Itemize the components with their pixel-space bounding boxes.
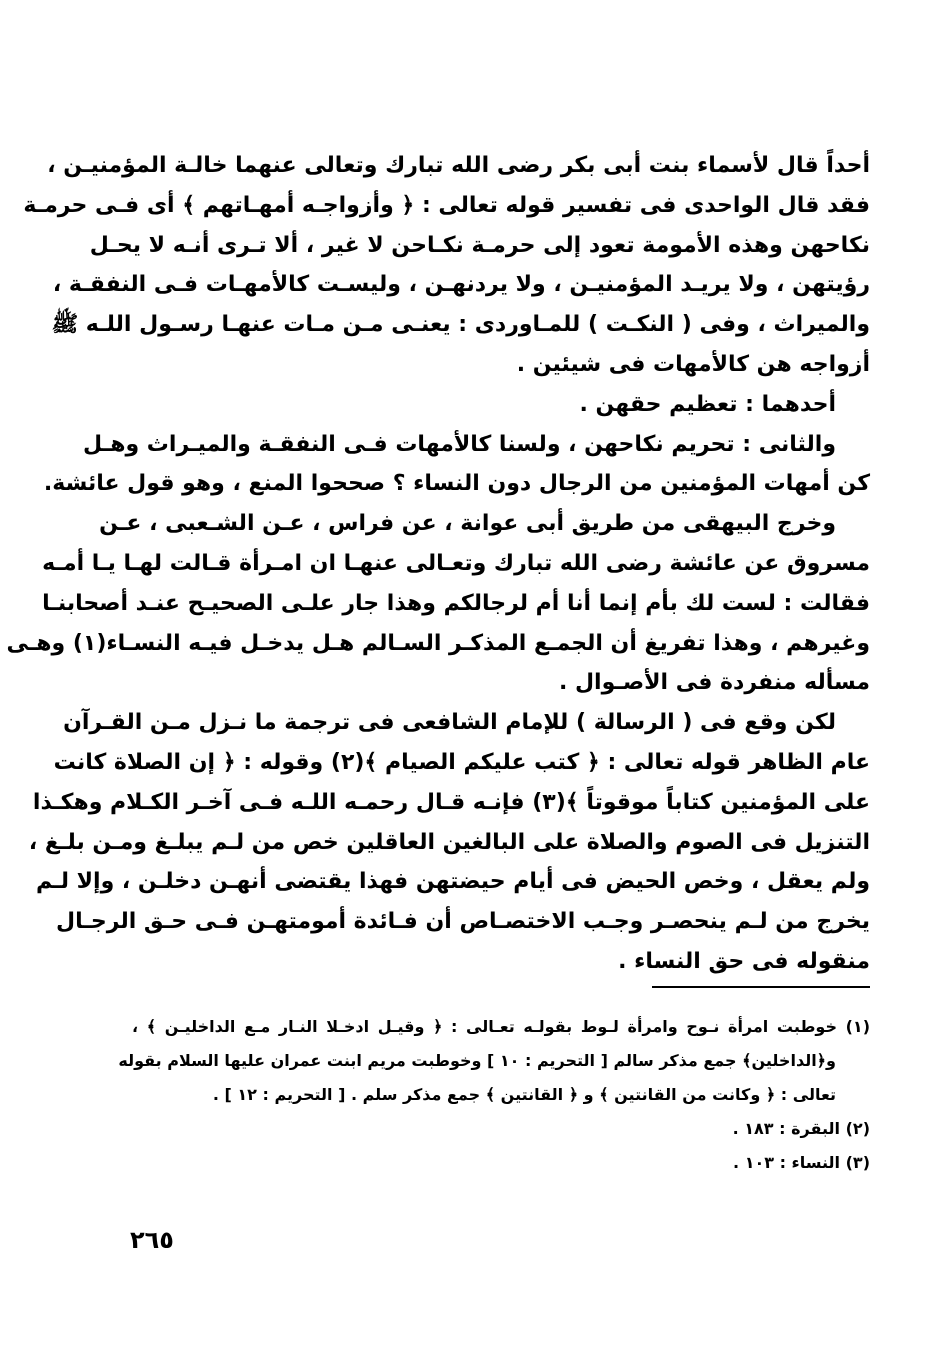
text-line: أحدهما : تعظيم حقهن .	[579, 391, 836, 417]
text-line: فقالت : لست لك بأم إنما أنا أم لرجالكم وهذا جار علـى الصحيـح عنـد أصحابنـا	[42, 590, 870, 616]
text-line: يخرج من لـم ينحصـر وجـب الاختصـاص أن فـائدة أمومتهـن فـى حـق الرجـال	[56, 909, 870, 935]
footnote-line: و﴿الداخلين﴾ جمع مذكر سالم [ التحريم : ١٠ ] وخوطبت مريم ابنت عمران عليها السلام بقوله	[118, 1051, 836, 1070]
text-line: منقوله فى حق النساء .	[618, 948, 870, 974]
footnote-line: (٢) البقرة : ١٨٣ .	[732, 1119, 870, 1138]
text-line: ولم يعقل ، وخص الحيض فى أيام حيضتهن فهذا يقتضى أنهـن دخلـن ، وإلا لـم	[35, 869, 870, 895]
footnotes	[118, 1010, 870, 1180]
footnote-line: (١) خوطبت امرأة نـوح وامرأة لـوط بقولـه تعـالى : ﴿ وقيـل ادخـلا النـار مـع الداخليـن ﴾ ،	[132, 1017, 870, 1036]
text-line: أزواجه هن كالأمهات فى شيئين .	[516, 351, 870, 377]
text-line: وخرج البيهقى من طريق أبى عوانة ، عن فراس ، عـن الشـعبى ، عـن	[99, 511, 836, 537]
text-line: مسروق عن عائشة رضى الله تبارك وتعـالى عنهـا ان امـرأة قـالت لهـا يـا أمـه	[42, 550, 870, 576]
text-line: وغيرهم ، وهذا تفريغ أن الجمـع المذكـر السـالم هـل يدخـل فيـه النسـاء(١) وهـى	[6, 630, 870, 656]
text-line: والميراث ، وفى ( النكـت ) للمـاوردى : يعنـى مـن مـات عنهـا رسـول اللـه ﷺ	[51, 312, 870, 338]
text-line: عام الظاهر قوله تعالى : ﴿ كتب عليكم الصيام ﴾(٢) وقوله : ﴿ إن الصلاة كانت	[53, 749, 870, 775]
main-text	[6, 146, 870, 982]
text-line: على المؤمنين كتاباً موقوتاً ﴾(٣) فإنـه قـال رحمـه اللـه فـى آخـر الكـلام وهكـذا	[32, 789, 870, 815]
footnote-separator	[652, 986, 870, 988]
text-line: التنزيل فى الصوم والصلاة على البالغين العاقلين خص من لـم يبلـغ ومـن بلـغ ،	[28, 829, 870, 855]
text-line: مسأله منفردة فى الأصـوال .	[558, 670, 870, 696]
text-line: لكن وقع فى ( الرسالة ) للإمام الشافعى فى ترجمة ما نـزل مـن القـرآن	[63, 710, 836, 736]
text-line: كن أمهات المؤمنين من الرجال دون النساء ؟ صححوا المنع ، وهو قول عائشة.	[43, 471, 870, 497]
text-line: فقد قال الواحدى فى تفسير قوله تعالى : ﴿ وأزواجـه أمهـاتهم ﴾ أى فـى حرمـة	[23, 192, 870, 218]
text-line: أحداً قال لأسماء بنت أبى بكر رضى الله تبارك وتعالى عنهما خالـة المؤمنيـن ،	[47, 153, 870, 178]
text-line: والثانى : تحريم نكاحهن ، ولسنا كالأمهات فـى النفقـة والميـراث وهـل	[83, 431, 836, 457]
footnote-line: (٣) النساء : ١٠٣ .	[733, 1153, 870, 1172]
page-number: ٢٦٥	[130, 1226, 174, 1254]
footnote-line: تعالى : ﴿ وكانت من القانتين ﴾ و ﴿ القانتين ﴾ جمع مذكر سلم . [ التحريم : ١٢ ] .	[212, 1085, 836, 1104]
text-line: نكاحهن وهذه الأمومة تعود إلى حرمـة نكـاحن لا غير ، ألا تـرى أنـه لا يحـل	[89, 232, 870, 258]
text-line: رؤيتهن ، ولا يريـد المؤمنيـن ، ولا يردنهـن ، وليسـت كالأمهـات فـى النفقـة ،	[52, 272, 870, 298]
